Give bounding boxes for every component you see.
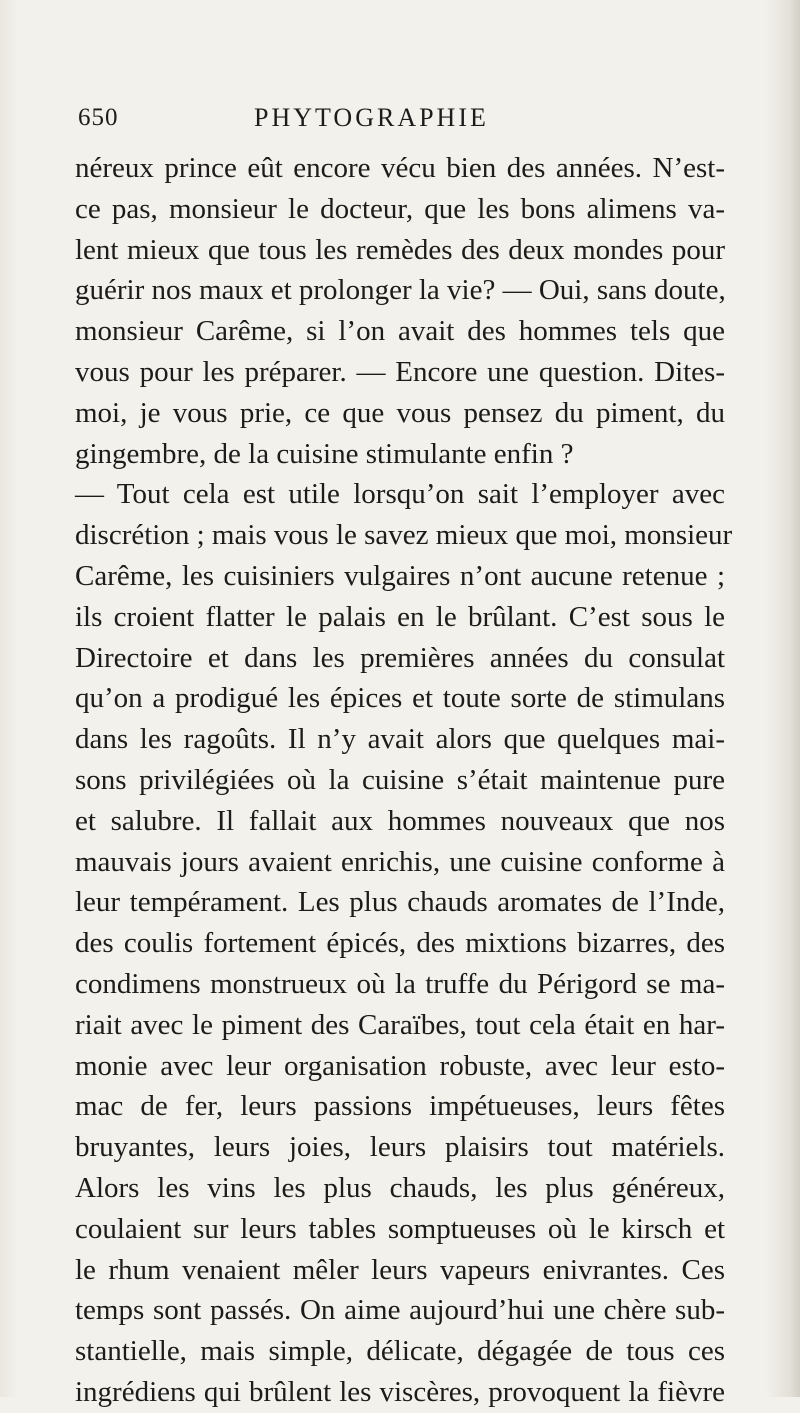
text-line: Carême, les cuisiniers vulgaires n’ont aucune retenue ; [75,559,725,592]
text-line: guérir nos maux et prolonger la vie? — Oui, sans doute, [75,274,726,307]
text-line: leur tempérament. Les plus chauds aromates de l’Inde, [75,886,725,919]
text-line: vous pour les préparer. — Encore une question. Dites- [75,355,725,388]
text-line: lent mieux que tous les remèdes des deux mondes pour [75,233,725,266]
text-line: monsieur Carême, si l’on avait des hommes tels que [75,315,725,348]
text-line: Alors les vins les plus chauds, les plus généreux, [75,1171,725,1204]
text-line: discrétion ; mais vous le savez mieux que moi, monsieur [75,519,733,552]
text-line: ils croient flatter le palais en le brûlant. C’est sous le [75,600,725,633]
text-line: bruyantes, leurs joies, leurs plaisirs tout matériels. [75,1131,725,1164]
text-line: riait avec le piment des Caraïbes, tout cela était en har- [75,1008,725,1041]
text-line: — Tout cela est utile lorsqu’on sait l’employer avec [75,478,725,511]
text-line: gingembre, de la cuisine stimulante enfin ? [75,437,574,470]
text-line: dans les ragoûts. Il n’y avait alors que quelques mai- [75,723,725,756]
page-number: 650 [78,104,119,131]
text-line: monie avec leur organisation robuste, avec leur esto- [75,1049,725,1082]
body-text [75,148,733,1413]
text-line: coulaient sur leurs tables somptueuses où le kirsch et [75,1212,725,1245]
text-line: moi, je vous prie, ce que vous pensez du piment, du [75,396,725,429]
text-line: stantielle, mais simple, délicate, dégagée de tous ces [75,1335,725,1368]
running-title: PHYTOGRAPHIE [254,103,489,132]
text-line: néreux prince eût encore vécu bien des années. N’est- [75,152,725,184]
text-line: ce pas, monsieur le docteur, que les bons alimens va- [75,192,725,225]
text-line: le rhum venaient mêler leurs vapeurs enivrantes. Ces [75,1253,725,1286]
page-gutter-shadow [0,0,18,1397]
text-line: et salubre. Il fallait aux hommes nouveaux que nos [75,804,725,837]
text-line: sons privilégiées où la cuisine s’était maintenue pure [75,763,725,796]
text-line: temps sont passés. On aime aujourd’hui une chère sub- [75,1294,725,1327]
text-line: mac de fer, leurs passions impétueuses, leurs fêtes [75,1090,725,1123]
text-line: des coulis fortement épicés, des mixtions bizarres, des [75,927,725,960]
page-edge-shadow [766,0,800,1397]
text-line: mauvais jours avaient enrichis, une cuisine conforme à [75,845,725,878]
running-head [78,100,728,136]
text-line: ingrédiens qui brûlent les viscères, provoquent la fièvre [75,1375,725,1408]
text-line: condimens monstrueux où la truffe du Périgord se ma- [75,967,725,1000]
text-line: Directoire et dans les premières années du consulat [75,641,725,674]
text-line: qu’on a prodigué les épices et toute sorte de stimulans [75,682,725,715]
